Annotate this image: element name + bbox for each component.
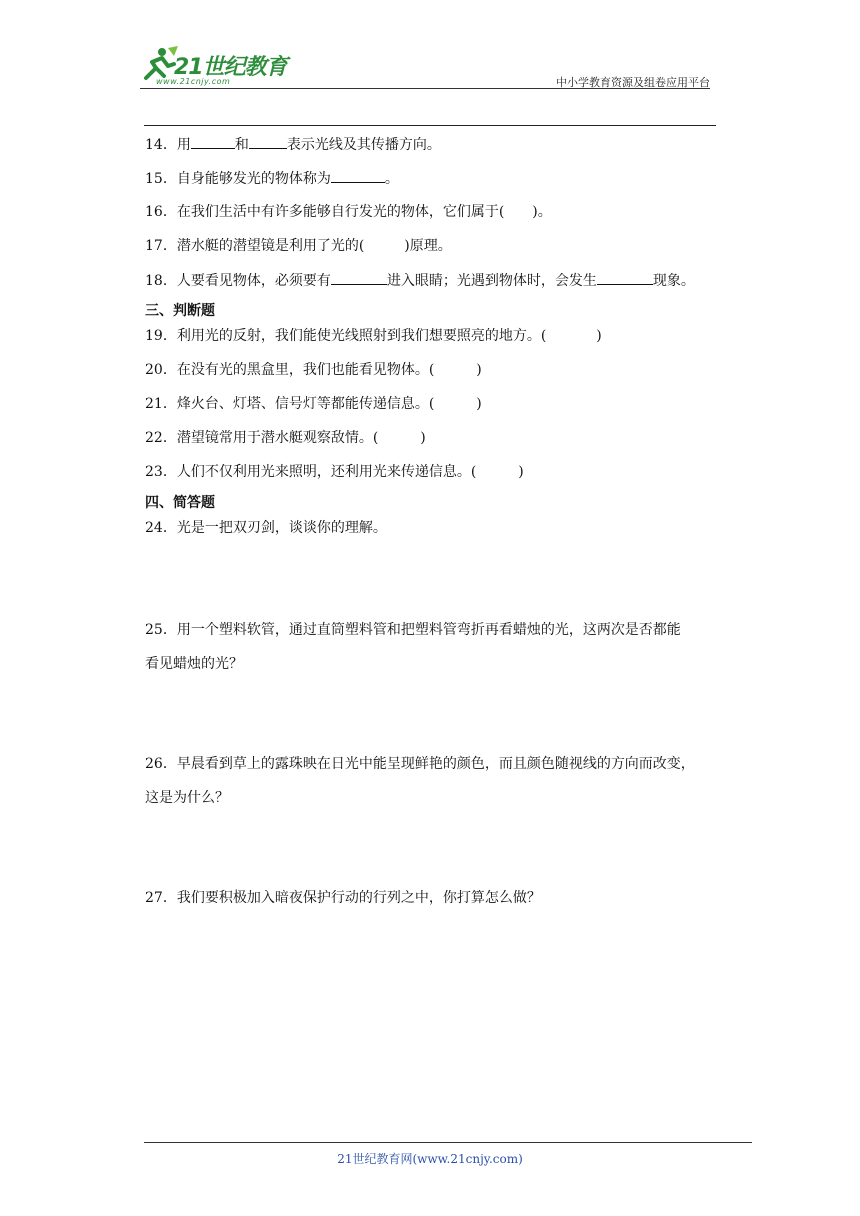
footer-divider — [144, 1142, 752, 1143]
logo-url: www.21cnjy.com — [156, 77, 231, 86]
answer-blank[interactable] — [597, 270, 653, 285]
answer-blank[interactable] — [331, 270, 387, 285]
answer-blank[interactable] — [191, 134, 235, 149]
logo — [138, 44, 328, 92]
question-17: 17．潜水艇的潜望镜是利用了光的( )原理。 — [145, 238, 452, 254]
section-heading-short-answer: 四、简答题 — [145, 495, 215, 511]
question-24: 24．光是一把双刃剑，谈谈你的理解。 — [145, 520, 387, 536]
question-22: 22．潜望镜常用于潜水艇观察敌情。( ) — [145, 430, 426, 446]
header-platform-text: 中小学教育资源及组卷应用平台 — [556, 76, 710, 89]
question-18: 18．人要看见物体，必须要有 进入眼睛；光遇到物体时，会发生 现象。 — [145, 270, 695, 291]
question-25-line-2: 看见蜡烛的光？ — [145, 656, 243, 672]
content-top-divider — [144, 125, 716, 126]
question-14: 14．用 和 表示光线及其传播方向。 — [145, 134, 441, 155]
question-15: 15．自身能够发光的物体称为 。 — [145, 168, 399, 189]
question-16: 16．在我们生活中有许多能够自行发光的物体，它们属于( )。 — [145, 204, 552, 220]
logo-text: 21世纪教育 — [174, 55, 287, 80]
question-21: 21．烽火台、灯塔、信号灯等都能传递信息。( ) — [145, 396, 482, 412]
question-20: 20．在没有光的黑盒里，我们也能看见物体。( ) — [145, 362, 482, 378]
question-23: 23．人们不仅利用光来照明，还利用光来传递信息。( ) — [145, 464, 524, 480]
section-heading-judgment: 三、判断题 — [145, 303, 215, 319]
answer-blank[interactable] — [331, 168, 385, 183]
page-header — [0, 0, 860, 130]
question-19: 19．利用光的反射，我们能使光线照射到我们想要照亮的地方。( ) — [145, 328, 602, 344]
footer-site-link[interactable]: 21世纪教育网(www.21cnjy.com) — [337, 1152, 523, 1166]
answer-blank[interactable] — [249, 134, 287, 149]
question-25-line-1: 25．用一个塑料软管，通过直筒塑料管和把塑料管弯折再看蜡烛的光，这两次是否都能 — [145, 622, 681, 638]
question-27: 27．我们要积极加入暗夜保护行动的行列之中，你打算怎么做？ — [145, 890, 541, 906]
header-divider — [140, 88, 710, 89]
question-26-line-1: 26．早晨看到草上的露珠映在日光中能呈现鲜艳的颜色，而且颜色随视线的方向而改变， — [145, 756, 695, 772]
question-26-line-2: 这是为什么？ — [145, 790, 229, 806]
